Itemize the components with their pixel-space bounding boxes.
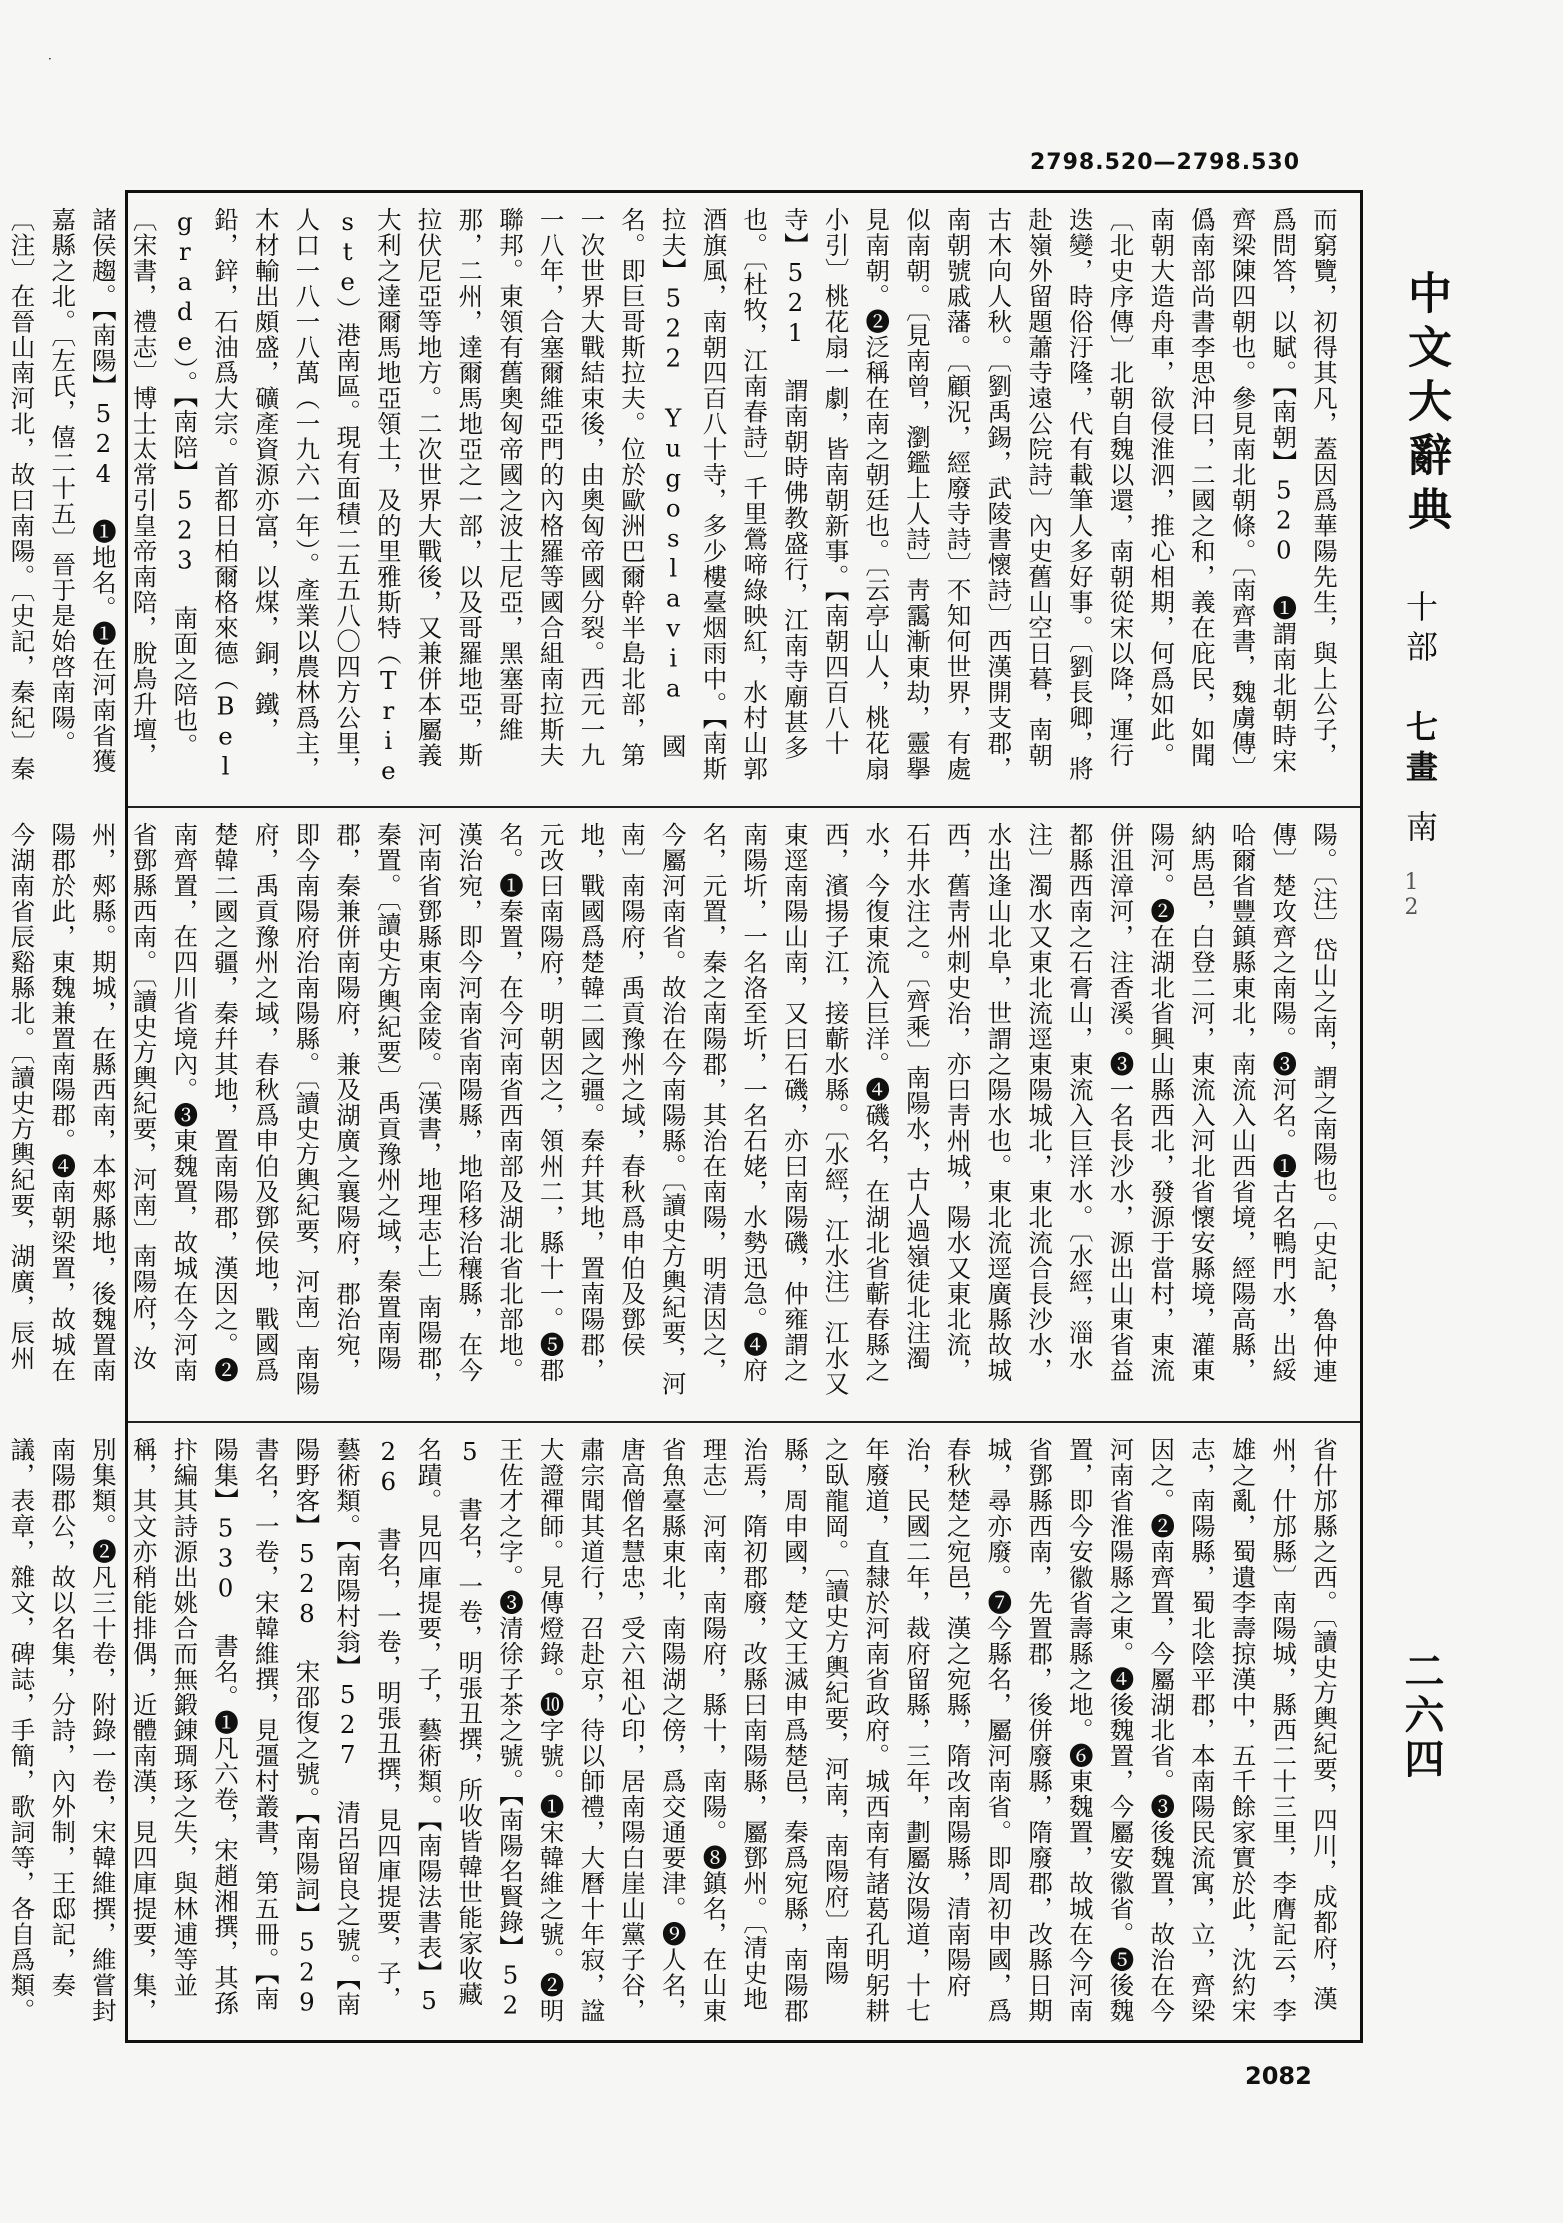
section-middle-text: 陽。〔注〕岱山之南，謂之南陽也。〔史記，魯仲連傳〕楚攻齊之南陽。❸河名。❶古名鴨門水，出綏哈爾省豐鎮縣東北，南流入山西省境，經陽高縣，納馬邑，白登二河，東流入河北省懷安縣境，灌東陽河。❷在湖北省興山縣西北，發源于當村，東流併沮漳河，注香溪。❸一名長沙水，源出山東省益都縣西南之石膏山，東流入巨洋水。〔水經，淄水注〕濁水又東北流逕東陽城北，東北流合長沙水，水出逢山北阜，世謂之陽水也。東北流逕廣縣故城西，舊靑州刺史治，亦曰靑州城，陽水又東北流，石井水注之。〔齊乘〕南陽水，古人過嶺徒北注濁水，今復東流入巨洋。❹磯名，在湖北省蘄春縣之西，濱揚子江，接蘄水縣。〔水經，江水注〕江水又東逕南陽山南，又曰石磯，亦曰南陽磯，仲雍謂之南陽圻，一名洛至圻，一名石姥，水勢迅急。❹府名，元置，秦之南陽郡，其治在南陽，明清因之，今屬河南省。故治在今南陽縣。〔讀史方輿紀要，河南〕南陽府，禹貢豫州之域，春秋爲申伯及鄧侯地，戰國爲楚韓二國之疆。秦幷其地，置南陽郡，元改曰南陽府，明朝因之，領州二，縣十一。❺郡名。❶秦置，在今河南省西南部及湖北省北部地。漢治宛，即今河南省南陽縣，地陷移治穰縣，在今河南省鄧縣東南金陵。〔漢書，地理志上〕南陽郡，秦置。〔讀史方輿紀要〕禹貢豫州之域，秦置南陽郡，秦兼併南陽府，兼及湖廣之襄陽府，郡治宛，即今南陽府治南陽縣。〔讀史方輿紀要，河南〕南陽府，禹貢豫州之域，春秋爲申伯及鄧侯地，戰國爲楚韓二國之疆，秦幷其地，置南陽郡，漢因之。❷南齊置，在四川省境內。❸東魏置，故城在今河南省鄧縣西南。〔讀史方輿紀要，河南〕南陽府，汝州，郟縣。期城，在縣西南，本郟縣地，後魏置南陽郡於此，東魏兼置南陽郡。❹南朝梁置，故城在今湖南省辰谿縣北。〔讀史方輿紀要，湖廣，辰州 (7, 822, 1339, 1397)
dictionary-page-frame (7, 190, 1363, 2043)
page-number-kanji: 二六四 (1398, 1650, 1445, 1782)
side-rail (1385, 270, 1455, 1910)
scan-speck: · (48, 52, 52, 66)
text-section-middle (7, 808, 1360, 1423)
section-bottom-text: 省什邡縣之西。〔讀史方輿紀要，四川，成都府，漢州，什邡縣〕南陽城，縣西二十三里，李膺記云，李雄之亂，蜀遺李壽掠漢中，五千餘家實於此，沈約宋志，南陽縣，蜀北陰平郡，本南陽民流寓，立，齊梁因之。❷南齊置，今屬湖北省。❸後魏置，故治在今河南省淮陽縣之東。❹後魏置，今屬安徽省。❺後魏置，即今安徽省壽縣之地。❻東魏置，故城在今河南省鄧縣西南，先置郡，後併廢縣，隋廢郡，改縣日期城，尋亦廢。❼今縣名，屬河南省。即周初申國，爲春秋楚之宛邑，漢之宛縣，隋改南陽縣，清南陽府治，民國二年，裁府留縣，三年，劃屬汝陽道，十七年廢道，直隸於河南省政府。城西南有諸葛孔明躬耕之臥龍岡。〔讀史方輿紀要，河南，南陽府〕南陽縣，周申國，楚文王滅申爲楚邑，秦爲宛縣，南陽郡治焉，隋初郡廢，改縣曰南陽縣，屬鄧州。〔清史地理志〕河南，南陽府，縣十，南陽。❽鎮名，在山東省魚臺縣東北，南陽湖之傍，爲交通要津。❾人名，唐高僧名慧忠，受六祖心印，居南陽白崖山黨子谷，肅宗聞其道行，召赴京，待以師禮，大曆十年寂，諡大證禪師。見傳燈錄。❿字號。❶宋韓維之號。❷明王佐才之字。❸清徐子茶之號。【南陽名賢錄】525 書名，一卷，明張丑撰，所收皆韓世能家收藏名蹟。見四庫提要，子，藝術類。【南陽法書表】526 書名，一卷，明張丑撰，見四庫提要，子，藝術類。【南陽村翁】527 清呂留良之號。【南陽野客】528 宋邵復之號。【南陽詞】529 書名，一卷，宋韓維撰，見彊村叢書，第五冊。【南陽集】530 書名。❶凡六卷，宋趙湘撰，其孫抃編其詩源出姚合而無鍛錬琱琢之失，與林逋等並稱，其文亦稍能排偶，近體南漢，見四庫提要，集，別集類。❷凡三十卷，附錄一卷，宋韓維撰，維嘗封南陽郡公，故以名集，分詩，內外制，王邸記，奏議，表章，雜文，碑誌，手簡，歌詞等，各自爲類。 (7, 1437, 1339, 2024)
page-number: 2082 (1245, 2062, 1312, 2090)
section-top-text: 而窮覽，初得其凡，蓋因爲華陽先生，與上公子，爲問答，以賦。【南朝】520 ❶謂南北朝時宋齊梁陳四朝也。參見南北朝條。〔南齊書，魏虜傳〕僞南部尚書李思沖曰，二國之和，義在庇民，如聞南朝大造舟車，欲侵淮泗，推心相期，何爲如此。〔北史序傳〕北朝自魏以還，南朝從宋以降，運行迭變，時俗汙隆，代有載筆人多好事。〔劉長卿，將赴嶺外留題蕭寺遠公院詩〕內史舊山空日暮，南朝古木向人秋。〔劉禹錫，武陵書懷詩〕西漢開支郡，南朝號戚藩。〔顧況，經廢寺詩〕不知何世界，有處似南朝。〔見南曾，瀏鑑上人詩〕靑靄漸東劫，靈擧見南朝。❷泛稱在南之朝廷也。〔云亭山人，桃花扇小引〕桃花扇一劇，皆南朝新事。【南朝四百八十寺】521 謂南朝時佛教盛行，江南寺廟甚多也。〔杜牧，江南春詩〕千里鶯啼綠映紅，水村山郭酒旗風，南朝四百八十寺，多少樓臺烟雨中。【南斯拉夫】522 Yugoslavia 國名。即巨哥斯拉夫。位於歐洲巴爾幹半島北部，第一次世界大戰結束後，由奧匈帝國分裂。西元一九一八年，合塞爾維亞門的內格羅等國合組南拉斯夫聯邦。東領有舊奧匈帝國之波士尼亞，黑塞哥維那，二州，達爾馬地亞之一部，以及哥羅地亞，斯拉伏尼亞等地方。二次世界大戰後，又兼併本屬義大利之達爾馬地亞領土，及的里雅斯特（Trieste）港南區。現有面積二五五八〇四方公里，人口一八一八萬（一九六一年）。產業以農林爲主，木材輸出頗盛，礦產資源亦富，以煤，銅，鐵，鉛，鋅，石油爲大宗。首都日柏爾格來德（Belgrade）。【南陪】523 南面之陪也。〔宋書，禮志〕博士太常引皇帝南陪，脫鳥升壇，諸侯趨。【南陽】524 ❶地名。❶在河南省獲嘉縣之北。〔左氏，僖二十五〕晉于是始啓南陽。〔注〕在晉山南河北，故曰南陽。〔史記，秦紀〕秦 (7, 207, 1339, 786)
entry-range-header: 2798.520—2798.530 (1030, 150, 1301, 175)
text-section-bottom (7, 1423, 1360, 2040)
dictionary-title: 中文大辭典 (1400, 270, 1451, 540)
text-section-top (7, 193, 1360, 808)
sub-mark: 12 (1399, 870, 1424, 920)
head-character: 南 (1401, 810, 1439, 842)
stroke-count: 七畫 (1401, 710, 1439, 790)
radical-section: 十部 (1401, 590, 1439, 670)
